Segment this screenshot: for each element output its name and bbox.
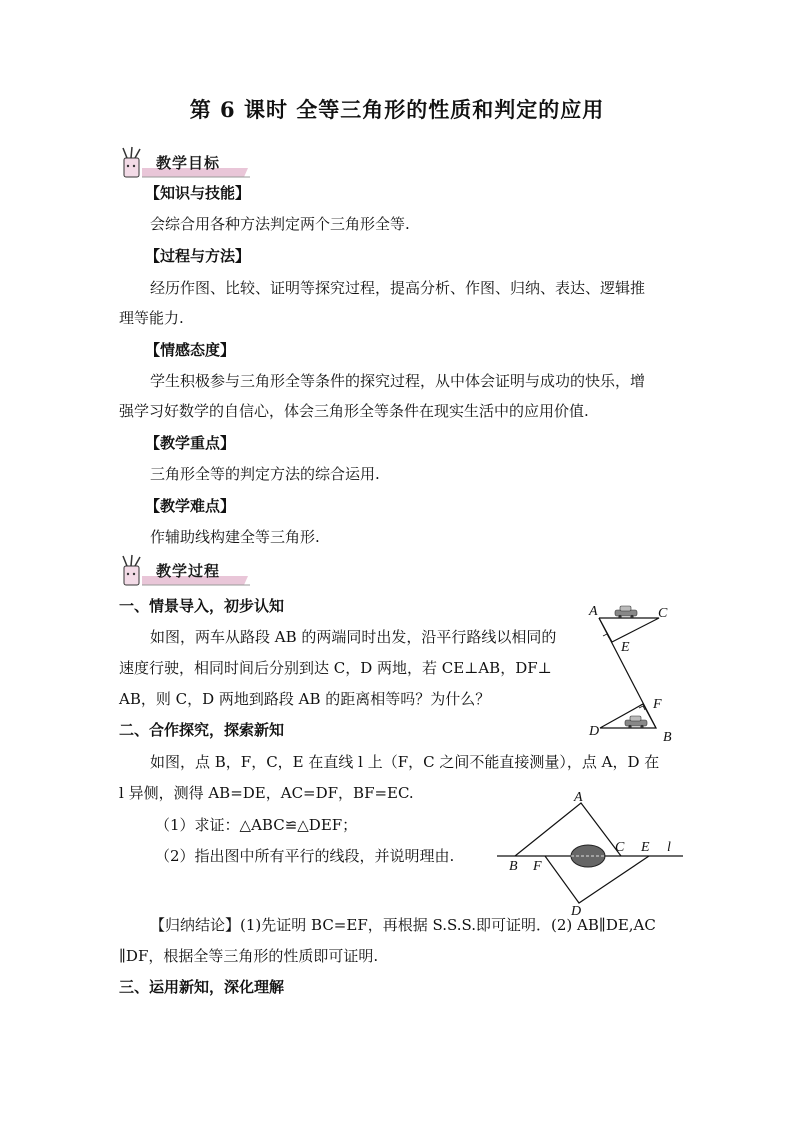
label-F: F <box>533 859 542 874</box>
section-banner-label: 教学过程 <box>156 562 221 580</box>
paragraph-explore-line1: 如图，点 B，F，C，E 在直线 l 上（F，C 之间不能直接测量），点 A，D 在 <box>150 753 660 771</box>
heading-knowledge: 【知识与技能】 <box>145 184 251 202</box>
figure-cars-on-parallel-routes <box>585 598 685 748</box>
label-B: B <box>509 859 518 874</box>
label-F: F <box>653 697 662 712</box>
label-C: C <box>658 606 668 621</box>
paragraph-intro-line3: AB，则 C，D 两地到路段 AB 的距离相等吗？为什么？ <box>119 690 491 708</box>
heading-difficulty: 【教学难点】 <box>145 497 236 515</box>
paragraph-attitude-line1: 学生积极参与三角形全等条件的探究过程，从中体会证明与成功的快乐，增 <box>150 372 646 390</box>
label-A: A <box>574 790 583 805</box>
label-l: l <box>667 840 671 855</box>
heading-process: 【过程与方法】 <box>145 247 251 265</box>
heading-explore: 二、合作探究，探索新知 <box>119 721 285 739</box>
figure-triangles-on-line <box>495 786 685 918</box>
section-banner-objectives <box>118 146 253 180</box>
question-2: （2）指出图中所有平行的线段，并说明理由. <box>155 847 455 865</box>
heading-apply: 三、运用新知，深化理解 <box>119 978 285 996</box>
label-D: D <box>571 904 582 918</box>
car-icon <box>625 716 647 728</box>
paragraph-intro-line2: 速度行驶，相同时间后分别到达 C，D 两地，若 CE⊥AB，DF⊥ <box>119 659 552 677</box>
label-D: D <box>589 724 600 739</box>
label-E: E <box>621 640 630 655</box>
heading-key-point: 【教学重点】 <box>145 434 236 452</box>
label-E: E <box>641 840 650 855</box>
label-C: C <box>615 840 625 855</box>
car-icon <box>615 606 637 618</box>
section-banner-label: 教学目标 <box>156 154 221 172</box>
heading-intro: 一、情景导入，初步认知 <box>119 597 285 615</box>
label-A: A <box>589 604 598 619</box>
paragraph-knowledge: 会综合用各种方法判定两个三角形全等. <box>150 215 410 233</box>
label-B: B <box>663 730 672 745</box>
paragraph-process-line1: 经历作图、比较、证明等探究过程，提高分析、作图、归纳、表达、逻辑推 <box>150 279 646 297</box>
question-1: （1）求证：△ABC≌△DEF； <box>155 816 358 834</box>
paragraph-explore-line2: l 异侧，测得 AB=DE，AC=DF，BF=EC. <box>119 784 414 802</box>
paragraph-difficulty: 作辅助线构建全等三角形. <box>150 528 320 546</box>
section-banner-process <box>118 554 253 588</box>
conclusion-line2: ∥DF，根据全等三角形的性质即可证明. <box>119 947 379 965</box>
conclusion-line1: 【归纳结论】(1)先证明 BC=EF，再根据 S.S.S.即可证明．(2) AB∥DE,AC <box>150 916 656 934</box>
paragraph-intro-line1: 如图，两车从路段 AB 的两端同时出发，沿平行路线以相同的 <box>150 628 557 646</box>
paragraph-key-point: 三角形全等的判定方法的综合运用. <box>150 465 380 483</box>
paragraph-process-line2: 理等能力. <box>119 309 184 327</box>
page-title: 第 6 课时 全等三角形的性质和判定的应用 <box>189 97 605 122</box>
heading-attitude: 【情感态度】 <box>145 341 236 359</box>
paragraph-attitude-line2: 强学习好数学的自信心，体会三角形全等条件在现实生活中的应用价值. <box>119 402 589 420</box>
